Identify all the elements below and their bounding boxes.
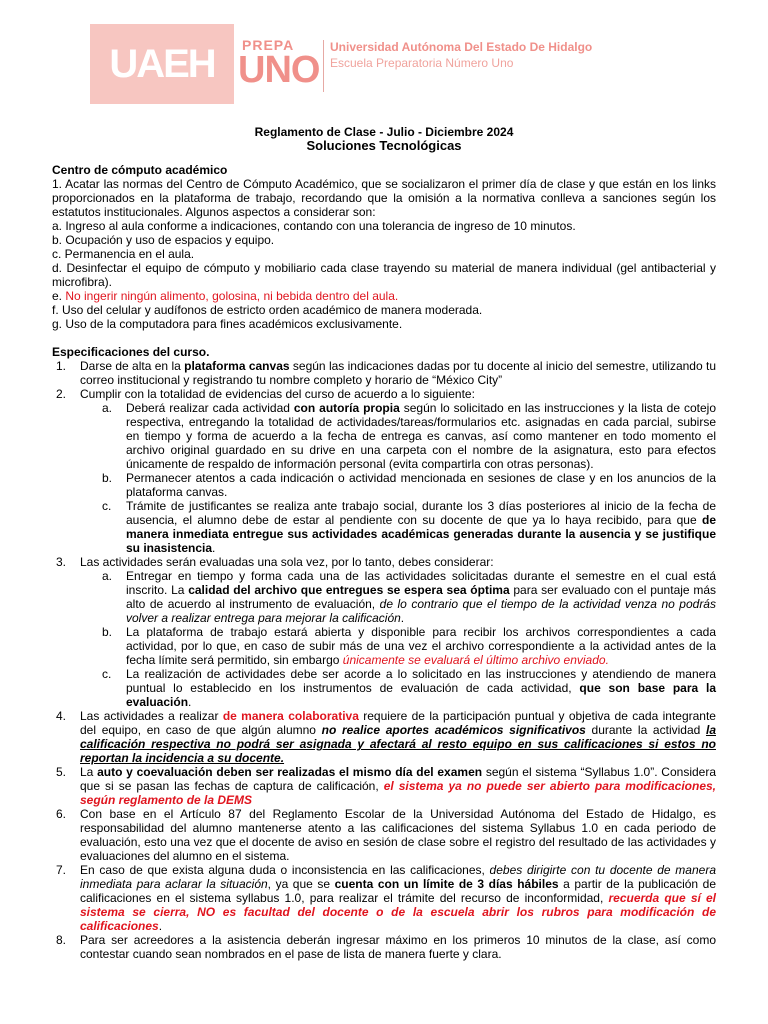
school-name: Escuela Preparatoria Número Uno <box>330 56 514 70</box>
section-heading-especificaciones: Especificaciones del curso. <box>52 345 210 359</box>
uno-label: UNO <box>238 49 320 91</box>
list-item-6: 6. Con base en el Artículo 87 del Reglamento Escolar de la Universidad Autónoma del Estado de Hidalgo, es responsabilidad del alumno mantenerse atento a las calificaciones del sistema Syllabus 1.0 en cada periodo de evaluación, esto una vez que el docente de aviso en sesión de clase sobre el registro del resultado de las actividades y evaluaciones del alumno en el sistema. <box>56 807 716 863</box>
section-heading-computo: Centro de cómputo académico <box>52 163 228 177</box>
list-item-2c: c. Trámite de justificantes se realiza ante trabajo social, durante los 3 días posteriores al inicio de la fecha de ausencia, el alumno debe de estar al pendiente con su docente de que ya lo haya recibido, para que de manera inmediata entregue sus actividades académicas generadas durante la ausencia y se justifique su inasistencia. <box>102 499 716 555</box>
header-divider <box>323 40 324 92</box>
rule-e-warning: No ingerir ningún alimento, golosina, ni bebida dentro del aula. <box>65 289 399 303</box>
list-item-3c: c. La realización de actividades debe ser acorde a lo solicitado en las instrucciones y atendiendo de manera puntual lo establecido en los instrumentos de evaluación de cada actividad, que son base para la evaluación. <box>102 667 717 709</box>
list-item-2b: b. Permanecer atentos a cada indicación o actividad mencionada en sesiones de clase y en los anuncios de la plataforma canvas. <box>102 471 716 499</box>
document-body <box>52 125 716 961</box>
list-item-3b: b. La plataforma de trabajo estará abierta y disponible para recibir los archivos correspondientes a cada actividad, por lo que, en caso de subir más de una vez el archivo correspondiente a la actividad antes de la fecha límite será permitido, sin embargo únicamente se evaluará el último archivo enviado. <box>102 625 716 667</box>
uaeh-logo: UAEH <box>90 24 234 104</box>
rule-a: a. Ingreso al aula conforme a indicaciones, contando con una tolerancia de ingreso de 10 minutos. <box>52 219 576 233</box>
rule-c: c. Permanencia en el aula. <box>52 247 195 261</box>
list-item-2a: a. Deberá realizar cada actividad con autoría propia según lo solicitado en las instrucciones y la lista de cotejo respectiva, entregando la totalidad de actividades/tareas/formularios etc. asignadas en cada parcial, subirse en tiempo y forma de acuerdo a la fecha de entrega es canvas, así como mantener en todo momento el archivo original guardado en su drive en una carpeta con el nombre de la asignatura, esto para efectos únicamente de respaldo de información personal (evita compartirla con otras personas). <box>102 401 716 471</box>
document-title: Reglamento de Clase - Julio - Diciembre 2024 <box>254 125 514 139</box>
rule-e: e. No ingerir ningún alimento, golosina, ni bebida dentro del aula. <box>52 289 399 303</box>
document-subtitle: Soluciones Tecnológicas <box>306 138 462 153</box>
list-item-8: 8. Para ser acreedores a la asistencia deberán ingresar máximo en los primeros 10 minutos de la clase, así como contestar cuando sean nombrados en el pase de lista de manera fuerte y clara. <box>56 933 716 961</box>
list-item-3a: a. Entregar en tiempo y forma cada una de las actividades solicitadas durante el semestre en el cual está inscrito. La calidad del archivo que entregues se espera sea óptima para ser evaluado con el puntaje más alto de acuerdo al instrumento de evaluación, de lo contrario que el tiempo de la actividad venza no podrás volver a realizar entrega para mejorar la calificación. <box>102 569 716 625</box>
rule-f: f. Uso del celular y audífonos de estricto orden académico de manera moderada. <box>52 303 483 317</box>
section1-intro: 1. Acatar las normas del Centro de Cómputo Académico, que se socializaron el primer día de clase y que están en los links proporcionados en la plataforma de trabajo, recordando que la omisión a la normativa conlleva a sanciones según los estatutos institucionales. Algunos aspectos a considerar son: <box>52 177 716 219</box>
university-name: Universidad Autónoma Del Estado De Hidalgo <box>330 40 593 54</box>
rule-d: d. Desinfectar el equipo de cómputo y mobiliario cada clase trayendo su material de manera individual (gel antibacterial y microfibra). <box>52 261 716 289</box>
header <box>0 0 768 112</box>
rule-g: g. Uso de la computadora para fines académicos exclusivamente. <box>52 317 403 331</box>
list-item-3: 3. Las actividades serán evaluadas una sola vez, por lo tanto, debes considerar: a. Entregar en tiempo y forma cada una de las actividades solicitadas durante el semestre en el cual está inscrito. La calidad del archivo que entregues se espera sea óptima para ser evaluado con el puntaje más alto de acuerdo al instrumento de evaluación, de lo contrario que el tiempo de la actividad venza no podrás volver a realizar entrega para mejorar la calificación. b. La plataforma de trabajo estará abierta y disponible para recibir los archivos correspondientes a cada actividad, por lo que, en caso de subir más de una vez el archivo correspondiente a la actividad antes de la fecha límite será permitido, sin embargo únicamente se evaluará el último archivo enviado. c. La realización de actividades debe ser acorde a lo solicitado en las instrucciones y atendiendo de manera puntual lo establecido en los instrumentos de evaluación de cada actividad, que son base para la evaluación. <box>56 555 717 709</box>
list-item-7: 7. En caso de que exista alguna duda o inconsistencia en las calificaciones, debes dirigirte con tu docente de manera inmediata para aclarar la situación, ya que se cuenta con un límite de 3 días hábiles a partir de la publicación de calificaciones en el sistema syllabus 1.0, para realizar el trámite del recurso de inconformidad, recuerda que sí el sistema se cierra, NO es facultad del docente o de la escuela abrir los rubros para modificación de calificaciones. <box>56 863 717 933</box>
prepa-label: PREPA <box>242 37 295 53</box>
list-item-4: 4. Las actividades a realizar de manera colaborativa requiere de la participación puntual y objetiva de cada integrante del equipo, en caso de que algún alumno no realice aportes académicos significativos durante la actividad la calificación respectiva no podrá ser asignada y afectará al resto equipo en sus calificaciones si estos no reportan la incidencia a su docente. <box>56 709 716 765</box>
rule-b: b. Ocupación y uso de espacios y equipo. <box>52 233 275 247</box>
list-item-5: 5. La auto y coevaluación deben ser realizadas el mismo día del examen según el sistema “Syllabus 1.0”. Considera que si se pasan las fechas de captura de calificación, el sistema ya no puede ser abierto para modificaciones, según reglamento de la DEMS <box>56 765 717 807</box>
list-item-2: 2. Cumplir con la totalidad de evidencias del curso de acuerdo a lo siguiente: a. Deberá realizar cada actividad con autoría propia según lo solicitado en las instrucciones y la lista de cotejo respectiva, entregando la totalidad de actividades/tareas/formularios etc. asignadas en cada parcial, subirse en tiempo y forma de acuerdo a la fecha de entrega es canvas, así como mantener en todo momento el archivo original guardado en su drive en una carpeta con el nombre de la asignatura, esto para efectos únicamente de respaldo de información personal (evita compartirla con otras personas). b. Permanecer atentos a cada indicación o actividad mencionada en sesiones de clase y en los anuncios de la plataforma canvas. c. Trámite de justificantes se realiza ante trabajo social, durante los 3 días posteriores al inicio de la fecha de ausencia, el alumno debe de estar al pendiente con su docente de que ya lo haya recibido, para que de manera inmediata entregue sus actividades académicas generadas durante la ausencia y se justifique su inasistencia. <box>56 387 716 555</box>
specs-list <box>52 359 716 961</box>
list-item-1: 1. Darse de alta en la plataforma canvas según las indicaciones dadas por tu docente al inicio del semestre, utilizando tu correo institucional y registrando tu nombre completo y horario de “México City” <box>56 359 716 387</box>
